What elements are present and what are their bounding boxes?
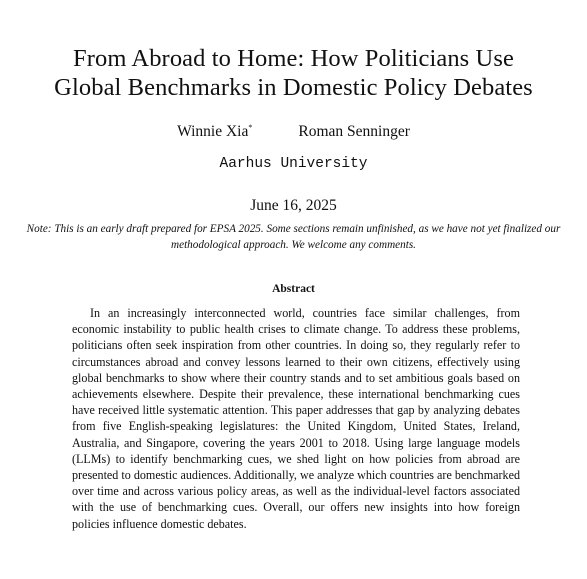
author-2	[298, 123, 410, 141]
affiliation: Aarhus University	[219, 156, 368, 172]
paper-title-line-2: Global Benchmarks in Domestic Policy Debates	[54, 74, 533, 101]
author-list	[0, 123, 587, 141]
author-1	[177, 123, 252, 141]
abstract-heading: Abstract	[272, 283, 315, 295]
publication-date: June 16, 2025	[250, 197, 337, 214]
paper-title-line-1: From Abroad to Home: How Politicians Use	[73, 45, 514, 72]
paper-title	[0, 44, 587, 102]
draft-note: Note: This is an early draft prepared for EPSA 2025. Some sections remain unfinished, as we have not yet finalized our methodological approach. We welcome any comments.	[26, 223, 561, 251]
abstract-body: In an increasingly interconnected world, countries face similar challenges, from economic instability to public health crises to climate change. To address these problems, politicians often seek inspiration from other countries. In doing so, they regularly refer to circumstances abroad and convey lessons learned to their own citizens, effectively using global benchmarks to show where their country stands and to set ambitious goals based on achievements elsewhere. Despite their prevalence, these international benchmarking cues have received little systematic attention. This paper addresses that gap by analyzing debates from five English-speaking legislatures: the United Kingdom, United States, Ireland, Australia, and Singapore, covering the years 2001 to 2018. Using large language models (LLMs) to identify benchmarking cues, we shed light on how policies from abroad are presented to domestic audiences. Additionally, we analyze which countries are benchmarked over time and across various policy areas, as well as the individual-level factors associated with the use of benchmarking cues. Overall, our offers new insights into how foreign policies influence domestic debates.	[72, 306, 520, 531]
author-1-name: Winnie Xia	[177, 123, 249, 140]
author-2-name: Roman Senninger	[298, 123, 410, 140]
author-1-footnote-mark: *	[248, 122, 253, 132]
